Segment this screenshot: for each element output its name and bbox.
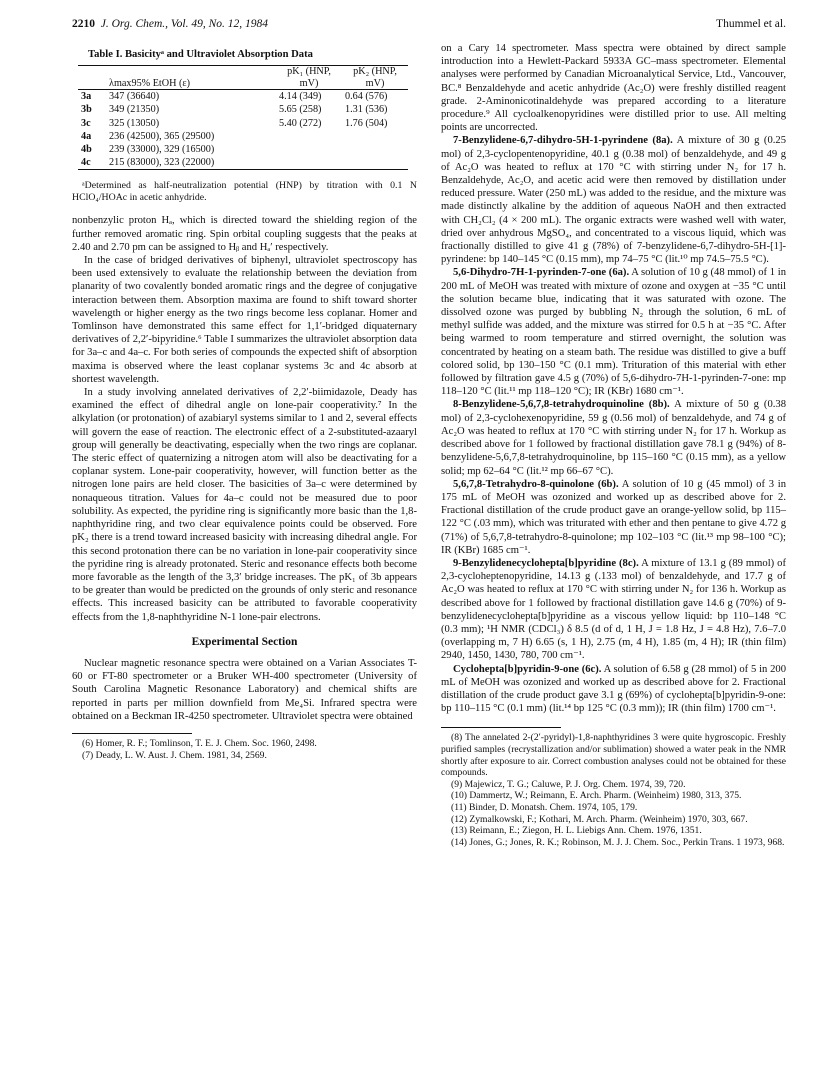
procedure-paragraph: 9-Benzylidenecyclohepta[b]pyridine (8c). A mixture of 13.1 g (89 mmol) of 2,3-cycloheptenopyridine, 14.13 g (.133 mol) of benzaldehyde, and 17.7 g of Ac₂O was heated to reflux at 170 °C with stirring under N₂ for 136 h. Workup as described above for 1 followed by fractional distillation gave 14.6 g (70%) of 9-benzylidenecyclohepta[b]pyridine as a viscous yellow liquid: bp 110–148 °C (0.3 mm); ¹H NMR (CDCl₃) δ 8.5 (d of d, 1 H, J = 1.8 Hz, J = 4.8 Hz), 7.6–7.0 (overlapping m, 7 H) 6.65 (s, 1 H), 2.75 (m, 4 H), 1.85 (m, 4 H); IR (thin film) 2940, 1450, 1430, 780, 700 cm⁻¹. xyxy=(441,557,786,662)
body-paragraph: on a Cary 14 spectrometer. Mass spectra were obtained by direct sample introduction into a Hewlett-Packard 5933A GC–mass spectrometer. Elemental analyses were performed by Canadian Microanalytical Service, Ltd., Vancouver, BC.⁸ Benzaldehyde and acetic anhydride (Ac₂O) were freshly distilled reagent grade. 2-Aminonicotinaldehyde was prepared according to a literature procedure.⁹ All cycloalkenopyridines were distilled prior to use. All melting points are uncorrected. xyxy=(441,43,786,134)
footnote-divider xyxy=(441,727,561,728)
col-header-pk2: pK₂ (HNP, mV) xyxy=(353,66,397,89)
basicity-table xyxy=(78,65,408,170)
volume-issue: Vol. 49, No. 12, 1984 xyxy=(170,18,269,30)
left-column xyxy=(72,42,417,848)
table-row: 3a 347 (36640) 4.14 (349) 0.64 (576) xyxy=(81,91,388,103)
table-row: 4b 239 (33000), 329 (16500) xyxy=(81,144,215,156)
compound-heading: 5,6,7,8-Tetrahydro-8-quinolone (6b). xyxy=(453,478,619,490)
footnotes xyxy=(441,732,786,848)
procedure-paragraph: 5,6,7,8-Tetrahydro-8-quinolone (6b). A solution of 10 g (45 mmol) of 3 in 175 mL of MeOH was ozonized and worked up as described above for 2. Fractional distillation of the crude product gave an orange-yellow solid, bp 115–122 °C (.03 mm), which was triturated with ether and then pentane to give 4.72 g (71%) of 5,6,7,8-tetrahydro-8-quinolone; mp 102–103 °C (lit.¹³ mp 98–100 °C); IR (KBr) 1685 cm⁻¹. xyxy=(441,478,786,556)
footnotes xyxy=(72,738,417,761)
page-number: 2210 xyxy=(72,18,95,30)
footnote: (8) The annelated 2-(2′-pyridyl)-1,8-naphthyridines 3 were quite hygroscopic. Freshly purified samples (recrystallization and/or sublimation) showed a water peak in the NMR shortly after exposure to air. Correct combustion analyses could not be obtained for these compounds. xyxy=(441,732,786,779)
table-row: 3b 349 (21350) 5.65 (258) 1.31 (536) xyxy=(81,104,388,116)
table-footnote: ᵃDetermined as half-neutralization potential (HNP) by titration with 0.1 N HClO₄/HOAc in acetic anhydride. xyxy=(72,180,417,204)
body-paragraph: In the case of bridged derivatives of biphenyl, ultraviolet spectroscopy has been used extensively to evaluate the relationship between the deviation from planarity of two covalently bonded aromatic rings and the degree of conjugative interaction between them. Absorption maxima are found to shift toward shorter wavelength or higher energy as the two rings become less coplanar. Homer and Tomlinson have demonstrated this same effect for 1,1′-bridged diquaternary derivatives of 2,2′-bipyridine.⁶ Table I summarizes the ultraviolet absorption data for 3a–c and 4a–c. For both series of compounds the expected shift of absorption maxima is observed where the least coplanar systems 3c and 4c absorb at shortest wavelength. xyxy=(72,255,417,385)
footnote: (11) Binder, D. Monatsh. Chem. 1974, 105, 179. xyxy=(451,801,638,813)
footnote: (9) Majewicz, T. G.; Caluwe, P. J. Org. Chem. 1974, 39, 720. xyxy=(451,778,686,790)
footnote: (7) Deady, L. W. Aust. J. Chem. 1981, 34, 2569. xyxy=(82,749,267,761)
table-row: 3c 325 (13050) 5.40 (272) 1.76 (504) xyxy=(81,117,388,129)
footnote: (13) Reimann, E.; Ziegon, H. L. Liebigs Ann. Chem. 1976, 1351. xyxy=(451,825,702,837)
col-header-lambda: λmax95% EtOH (ε) xyxy=(109,77,191,89)
compound-heading: 8-Benzylidene-5,6,7,8-tetrahydroquinoline (8b). xyxy=(453,399,670,411)
compound-heading: 5,6-Dihydro-7H-1-pyrinden-7-one (6a). xyxy=(453,267,630,279)
journal-name: J. Org. Chem., xyxy=(100,18,169,30)
compound-heading: 7-Benzylidene-6,7-dihydro-5H-1-pyrindene (8a). xyxy=(453,135,673,147)
compound-heading: 9-Benzylidenecyclohepta[b]pyridine (8c). xyxy=(453,557,639,569)
procedure-paragraph: 7-Benzylidene-6,7-dihydro-5H-1-pyrindene (8a). A mixture of 30 g (0.25 mol) of 2,3-cyclopentenopyridine, 40.1 g (0.38 mol) of benzaldehyde, and 49 g of Ac₂O was heated to reflux at 170 °C with stirring under N₂ for 17 h. Benzaldehyde, Ac₂O, and acetic acid were then removed by distillation under reduced pressure. Water (250 mL) was added to the residue, and the mixture was made distinctly alkaline by the addition of aqueous NaOH and then extracted with CH₂Cl₂ (4 × 200 mL). The organic extracts were washed well with water, dried over anhydrous MgSO₄, and concentrated to a viscous liquid, which was fractionally distilled to give 41 g (78%) of 7-benzylidene-6,7-dihydro-5H-[1]-pyrindene: bp 140–145 °C (0.15 mm), mp 74–75 °C (lit.¹⁰ mp 74.5–75.5 °C). xyxy=(441,135,786,266)
table-row: 4c 215 (83000), 323 (22000) xyxy=(81,157,215,169)
table-row: 4a 236 (42500), 365 (29500) xyxy=(81,130,215,142)
compound-heading: Cyclohepta[b]pyridin-9-one (6c). xyxy=(453,663,602,675)
footnote: (12) Zymalkowski, F.; Kothari, M. Arch. Pharm. (Weinheim) 1970, 303, 667. xyxy=(451,813,748,825)
running-author: Thummel et al. xyxy=(716,18,786,30)
header-citation xyxy=(72,18,268,30)
body-paragraph: nonbenzylic proton Hₐ, which is directed toward the shielding region of the further removed aromatic ring. Spin orbital coupling suggests that the peaks at 2.40 and 2.70 pm can be assigned to Hᵦ and Hₐ′ respectively. xyxy=(72,215,417,253)
right-column xyxy=(441,42,786,848)
procedure-paragraph: 5,6-Dihydro-7H-1-pyrinden-7-one (6a). A solution of 10 g (48 mmol) of 1 in 200 mL of MeOH was treated with mixture of ozone and oxygen at −35 °C until the solution became blue, indicating that it was saturated with ozone. The dissolved ozone was purged by bubbling N₂ through the solution, 6 mL of methyl sulfide was added, and the mixture was stirred for 0.5 h at −35 °C. After being warmed to room temperature and stirred overnight, the solution was concentrated by heating on a steam bath. The residue was distilled to give a buff colored solid, bp 130–150 °C (0.1 mm). Trituration of this material with ether followed by filtration gave 4.5 g (70%) of 5,6-dihydro-7H-1-pyrinden-7-one: mp 118–120 °C (lit.¹¹ mp 118–120 °C); IR (KBr) 1680 cm⁻¹. xyxy=(441,267,786,398)
footnote: (10) Dammertz, W.; Reimann, E. Arch. Pharm. (Weinheim) 1980, 313, 375. xyxy=(451,790,742,802)
footnote-divider xyxy=(72,733,192,734)
body-paragraph: In a study involving annelated derivatives of 2,2′-biimidazole, Deady has examined the effect of dihedral angle on lone-pair cooperativity.⁷ In the alkylation (or protonation) of azabiaryl systems similar to 1 and 2, several effects will govern the ease of reaction. The electronic effect of a 2-substituted-azaaryl group will generally be deactivating, especially when the two rings are coplanar. The steric effect of quaternizing a nitrogen atom will also be deactivating for a coplanar system. Lone-pair cooperativity, however, will function better as the nitrogen lone pairs are held closer. The basicities of 3a–c were determined by nonaqueous titration. Values for 4a–c could not be measured due to poor solubility. As expected, the pyridine ring is significantly more basic than the 1,8-naphthyridine ring, and two clear equivalence points could be observed. Fore pK₂ there is a trend toward increased basicity with increasing dihedral angle. For this second protonation there can be no variation in lone-pair cooperativity since the pyridine ring is already protonated. Steric and resonance effects both become more favorable as the length of the 3,3′ bridge increases. The pK₁ of 3b appears to be greater than would be predicted on the grounds of only steric and resonance effects. This increased basicity can be attributed to favorable cooperativity effects from the 1,8-naphthyridine N-1 lone-pair electrons. xyxy=(72,387,417,623)
procedure-paragraph: 8-Benzylidene-5,6,7,8-tetrahydroquinoline (8b). A mixture of 50 g (0.38 mol) of 2,3-cyclohexenopyridine, 59 g (0.56 mol) of benzaldehyde, and 74 g of Ac₂O was heated to reflux at 170 °C with stirring under N₂ for 17 h. Workup as described above for 1 followed by fractional distillation gave 78.1 g (94%) of 8-benzylidene-5,6,7,8-tetrahydroquinoline, bp 115–160 °C (0.15 mm), as a yellow solid; mp 62–64 °C (lit.¹² mp 66–67 °C). xyxy=(441,399,787,477)
col-spacer xyxy=(78,66,106,90)
col-header-pk1: pK₁ (HNP, mV) xyxy=(287,66,331,89)
page-header xyxy=(72,18,786,42)
two-column-body xyxy=(72,42,786,848)
procedure-paragraph: Cyclohepta[b]pyridin-9-one (6c). A solution of 6.58 g (28 mmol) of 5 in 200 mL of MeOH was ozonized and worked up as described above for 2. Fractional distillation of the crude product gave 3.1 g (69%) of cyclohepta[b]pyridin-9-one: bp 110–115 °C (0.1 mm) (lit.¹⁴ bp 125 °C (0.3 mm)); IR (thin film) 1700 cm⁻¹. xyxy=(441,663,786,715)
section-heading: Experimental Section xyxy=(191,635,298,648)
body-paragraph: Nuclear magnetic resonance spectra were obtained on a Varian Associates T-60 or FT-80 spectrometer or a Bruker WH-400 spectrometer (University of South Carolina Magnetic Resonance Laboratory) and chemical shifts are reported in parts per million downfield from Me₄Si. Infrared spectra were obtained on a Beckman IR-4250 spectrometer. Ultraviolet spectra were obtained xyxy=(72,657,417,722)
footnote: (14) Jones, G.; Jones, R. K.; Robinson, M. J. J. Chem. Soc., Perkin Trans. 1 1973, 968. xyxy=(451,836,785,848)
footnote: (6) Homer, R. F.; Tomlinson, T. E. J. Chem. Soc. 1960, 2498. xyxy=(82,737,317,749)
table-title: Table I. Basicityᵃ and Ultraviolet Absorption Data xyxy=(88,49,313,60)
